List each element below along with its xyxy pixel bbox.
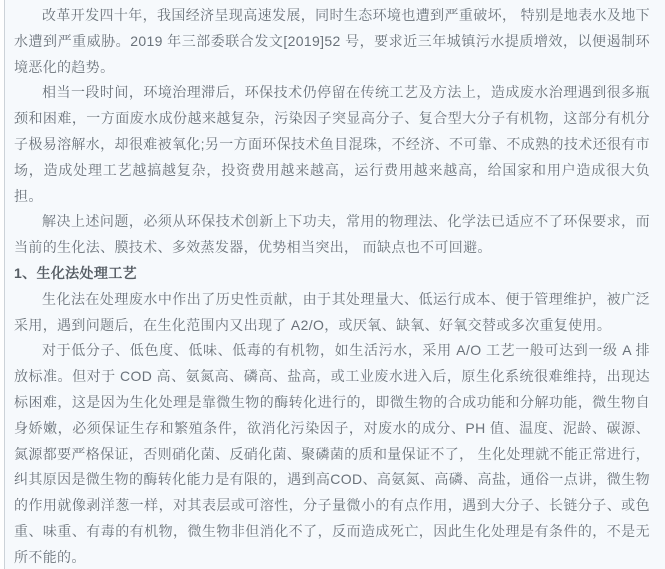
paragraph-biochemical-limitations: 对于低分子、低色度、低味、低毒的有机物，如生活污水，采用 A/O 工艺一般可达到一级 A 排放标准。但对于 COD 高、氨氮高、磷高、盐高，或工业废水进入后，原生化系统很难维持，出现达标困难，这是因为生化处理是靠微生物的酶转化进行的，即微生物的合成功能和分解功能，微生物自身娇嫩，必须保证生存和繁殖条件，欲消化污染因子，对废水的成分、PH 值、温度、泥龄、碳源、氮源都要严格保证，否则硝化菌、反硝化菌、聚磷菌的质和量保证不了， 生化处理就不能正常进行，纠其原因是微生物的酶转化能力是有限的，遇到高COD、高氨氮、高磷、高盐，通俗一点讲，微生物的作用就像剥洋葱一样，对其表层或可溶性，分子量微小的有点作用，遇到大分子、长链分子、或色重、味重、有毒的有机物，微生物非但消化不了，反而造成死亡，因此生化处理是有条件的，不是无所不能的。 (14, 342, 650, 565)
section-heading-biochemical-process: 1、生化法处理工艺 (14, 264, 137, 281)
paragraph-innovation-solutions: 解决上述问题，必须从环保技术创新上下功夫，常用的物理法、化学法已适应不了环保要求，而当前的生化法、膜技术、多效蒸发器，优势相当突出， 而缺点也不可回避。 (14, 213, 650, 256)
paragraph-reform-intro: 改革开发四十年，我国经济呈现高速发展，同时生态环境也遭到严重破坏， 特别是地表水及地下水遭到严重威胁。2019 年三部委联合发文[2019]52 号，要求近三年城镇污水提质增效，以便遏制环境恶化的趋势。 (14, 7, 650, 75)
document-page (4, 0, 665, 569)
paragraph-treatment-problems: 相当一段时间，环境治理滞后，环保技术仍停留在传统工艺及方法上，造成废水治理遇到很多瓶颈和困难，一方面废水成份越来越复杂，污染因子突显高分子、复合型大分子有机物，这部分有机分子极易溶解水，却很难被氧化;另一方面环保技术鱼目混珠，不经济、不可靠、不成熟的技术还很有市场，造成处理工艺越搞越复杂，投资费用越来越高，运行费用越来越高，给国家和用户造成很大负担。 (14, 84, 650, 204)
paragraph-biochemical-contribution: 生化法在处理废水中作出了历史性贡献，由于其处理量大、低运行成本、便于管理维护，被广泛采用，遇到问题后，在生化范围内又出现了 A2/O，或厌氧、缺氧、好氧交替或多次重复使用。 (14, 290, 650, 333)
